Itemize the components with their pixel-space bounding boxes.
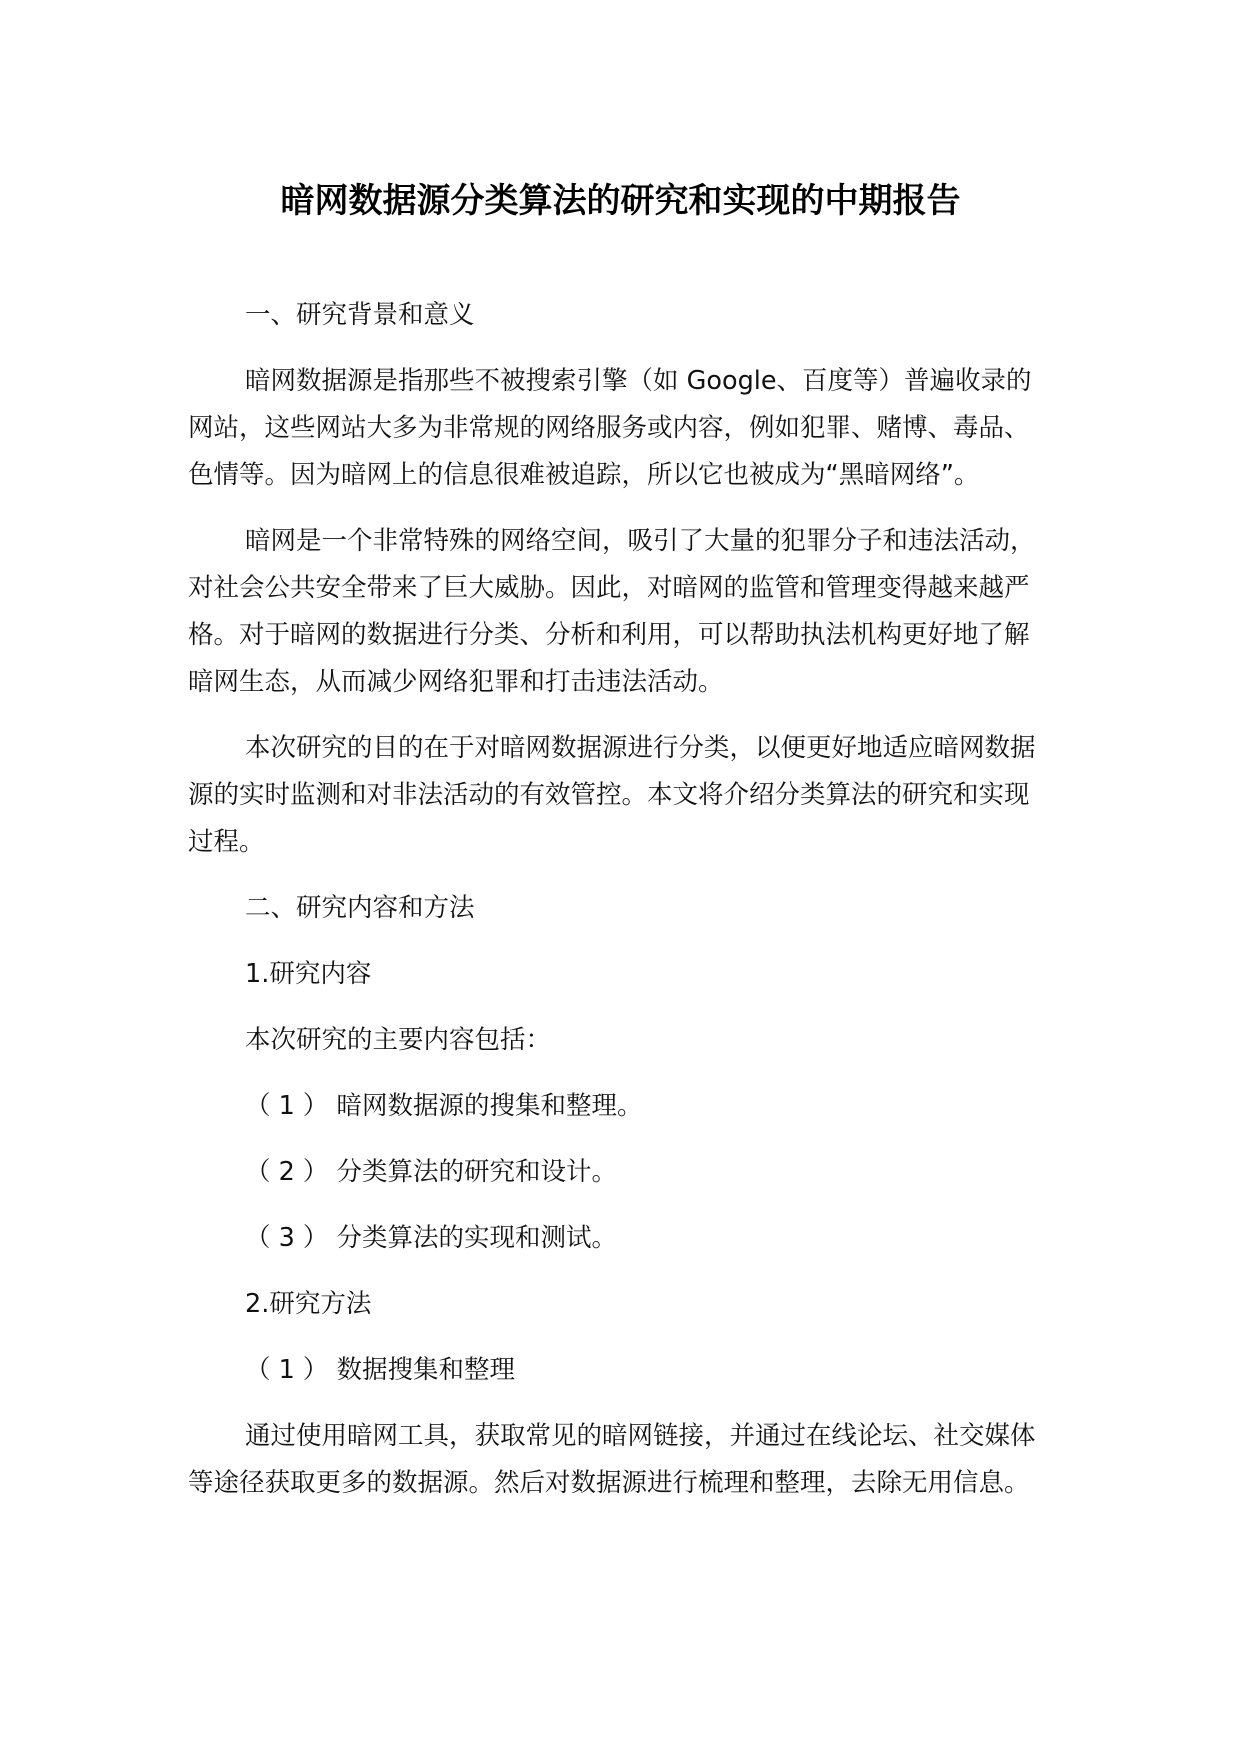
paragraph-darkweb-threat: 暗网是一个非常特殊的网络空间，吸引了大量的犯罪分子和违法活动，对社会公共安全带来了巨大威胁。因此，对暗网的监管和管理变得越来越严格。对于暗网的数据进行分类、分析和利用，可以帮助执法机构更好地了解暗网生态，从而减少网络犯罪和打击违法活动。 xyxy=(188,526,1036,697)
document-body xyxy=(188,292,1048,1526)
section-heading-background: 一、研究背景和意义 xyxy=(245,300,475,330)
paragraph-data-collection: 通过使用暗网工具，获取常见的暗网链接，并通过在线论坛、社交媒体等途径获取更多的数据源。然后对数据源进行梳理和整理，去除无用信息。 xyxy=(188,1421,1036,1498)
list-item: （ 1 ） 暗网数据源的搜集和整理。 xyxy=(245,1091,643,1121)
paragraph-research-purpose: 本次研究的目的在于对暗网数据源进行分类，以便更好地适应暗网数据源的实时监测和对非法活动的有效管控。本文将介绍分类算法的研究和实现过程。 xyxy=(188,733,1036,857)
list-item: （ 3 ） 分类算法的实现和测试。 xyxy=(245,1223,618,1253)
subheading-research-content: 1.研究内容 xyxy=(245,959,372,989)
section-heading-methods: 二、研究内容和方法 xyxy=(245,893,475,923)
paragraph-darkweb-definition: 暗网数据源是指那些不被搜索引擎（如 Google、百度等）普遍收录的网站，这些网站大多为非常规的网络服务或内容，例如犯罪、赌博、毒品、色情等。因为暗网上的信息很难被追踪，所以它也被成为“黑暗网络”。 xyxy=(188,366,1032,490)
list-item: （ 2 ） 分类算法的研究和设计。 xyxy=(245,1157,618,1187)
research-content-intro: 本次研究的主要内容包括： xyxy=(245,1025,552,1055)
document-title: 暗网数据源分类算法的研究和实现的中期报告 xyxy=(280,181,961,221)
subheading-research-method: 2.研究方法 xyxy=(245,1289,372,1319)
subheading-data-collection: （ 1 ） 数据搜集和整理 xyxy=(245,1355,516,1385)
